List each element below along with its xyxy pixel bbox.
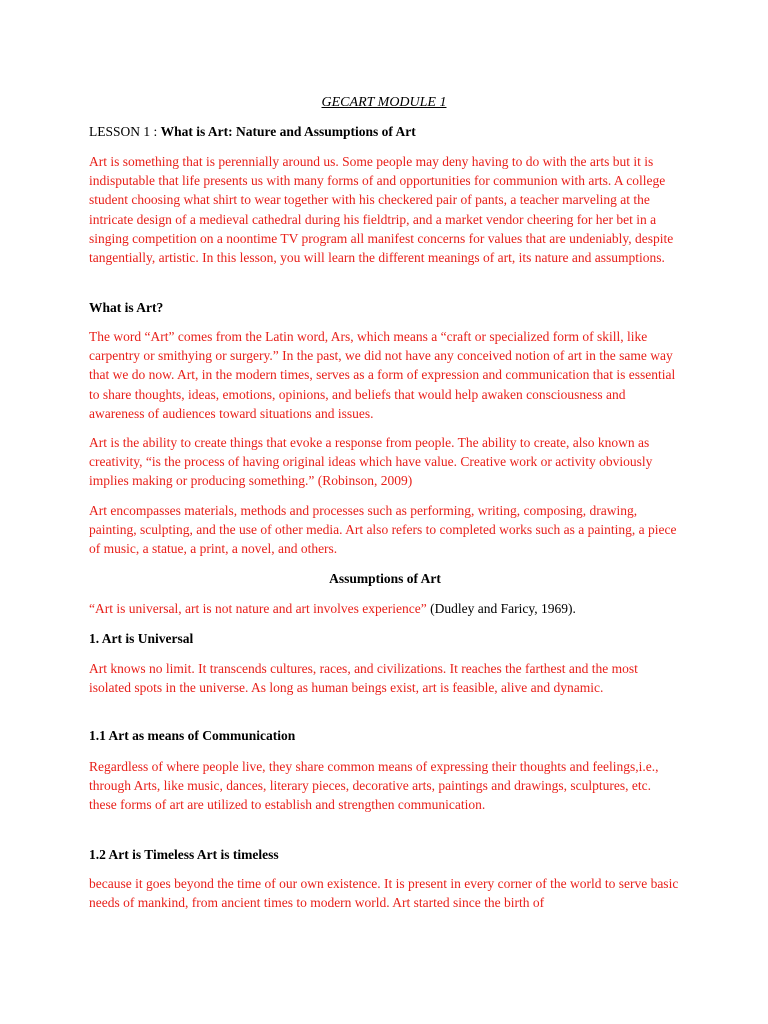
- what-is-art-paragraph-2: Art is the ability to create things that evoke a response from people. The ability to create, also known as creativity, “is the process of having original ideas which have value. Creative work or activity obviously implies making or producing something.” (Robinson, 2009): [89, 435, 653, 489]
- section-1-1-text: Regardless of where people live, they share common means of expressing their thoughts and feelings,i.e., through Arts, like music, dances, literary pieces, decorative arts, paintings and drawings, sculptures, etc. these forms of art are utilized to establish and strengthen communication.: [89, 759, 659, 813]
- what-is-art-paragraph-1: The word “Art” comes from the Latin word, Ars, which means a “craft or specialized form of skill, like carpentry or smithying or surgery.” In the past, we did not have any conceived notion of art in the same way that we do now. Art, in the modern times, serves as a form of expression and communication that is essential to share thoughts, ideas, emotions, opinions, and beliefs that would help awaken consciousness and awareness of audiences toward situations and issues.: [89, 329, 676, 421]
- what-is-art-heading: What is Art?: [89, 300, 164, 315]
- module-title: GECART MODULE 1: [321, 95, 447, 110]
- lesson-title: [89, 124, 681, 140]
- intro-paragraph: Art is something that is perennially around us. Some people may deny having to do with the arts but it is indisputable that life presents us with many forms of and opportunities for communion with arts. A college student choosing what shirt to wear together with his checkered pair of pants, a teacher marveling at the intricate design of a medieval cathedral during his fieldtrip, and a market vendor cheering for her bet in a singing competition on a noontime TV program all manifest concerns for values that are undeniably, despite tangentially, artistic. In this lesson, you will learn the different meanings of art, its nature and assumptions.: [89, 154, 674, 266]
- assumptions-heading: Assumptions of Art: [329, 571, 441, 586]
- lesson-title-prefix: LESSON 1 :: [89, 124, 161, 139]
- section-1-2-text: because it goes beyond the time of our own existence. It is present in every corner of the world to serve basic needs of mankind, from ancient times to modern world. Art started since the birth of: [89, 876, 679, 911]
- assumptions-quote-text: “Art is universal, art is not nature and art involves experience”: [89, 601, 427, 616]
- section-1-text: Art knows no limit. It transcends cultures, races, and civilizations. It reaches the farthest and the most isolated spots in the universe. As long as human beings exist, art is feasible, alive and dynamic.: [89, 661, 638, 696]
- lesson-title-bold: What is Art: Nature and Assumptions of Art: [160, 124, 416, 139]
- what-is-art-paragraph-3: Art encompasses materials, methods and processes such as performing, writing, composing, drawing, painting, sculpting, and the use of other media. Art also refers to completed works such as a painting, a piece of music, a statue, a print, a novel, and others.: [89, 503, 677, 557]
- section-1-2-heading: 1.2 Art is Timeless Art is timeless: [89, 847, 279, 862]
- assumptions-quote-citation: (Dudley and Faricy, 1969).: [426, 601, 576, 616]
- section-1-heading: 1. Art is Universal: [89, 631, 194, 646]
- assumptions-quote: [89, 601, 681, 617]
- section-1-1-heading: 1.1 Art as means of Communication: [89, 728, 296, 743]
